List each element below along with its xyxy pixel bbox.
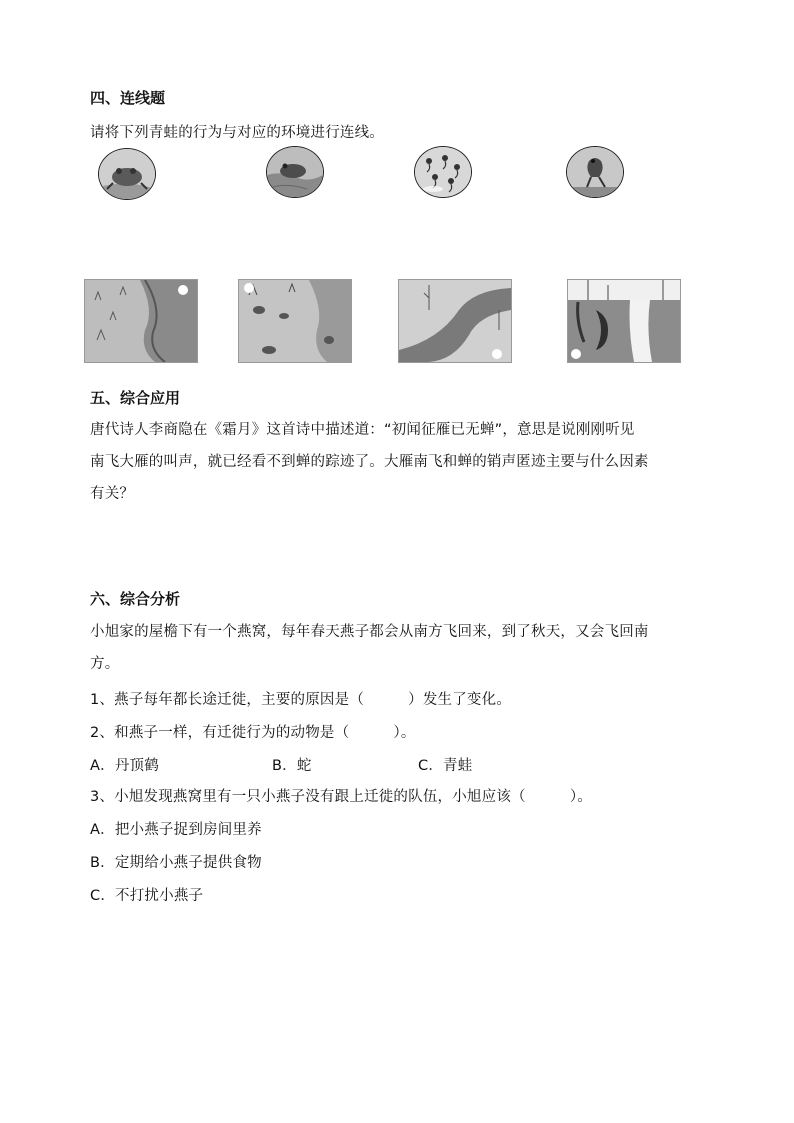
- section-6-title: 六、综合分析: [90, 590, 181, 608]
- section-5-title: 五、综合应用: [90, 389, 181, 407]
- underground-hibernation-scene[interactable]: [567, 279, 681, 363]
- question-1: 1、燕子每年都长途迁徙，主要的原因是（ ）发生了变化。: [90, 692, 512, 708]
- section-4-title: 四、连线题: [90, 89, 166, 107]
- tadpoles-icon[interactable]: [414, 146, 472, 198]
- section-6-intro: [90, 616, 710, 680]
- question-3: 3、小旭发现燕窝里有一只小燕子没有跟上迁徙的队伍，小旭应该（ ）。: [90, 789, 592, 805]
- section-5-line: 南飞大雁的叫声，就已经看不到蝉的踪迹了。大雁南飞和蝉的销声匿迹主要与什么因素: [90, 454, 649, 470]
- section-5-line: 唐代诗人李商隐在《霜月》这首诗中描述道：“初闻征雁已无蝉”，意思是说刚刚听见: [90, 422, 635, 438]
- spring-garden-scene[interactable]: [238, 279, 352, 363]
- q3-option-c[interactable]: C．不打扰小燕子: [90, 888, 204, 904]
- section-6-intro-line: 小旭家的屋檐下有一个燕窝，每年春天燕子都会从南方飞回来，到了秋天，又会飞回南: [90, 624, 649, 640]
- pond-bank-scene[interactable]: [84, 279, 198, 363]
- section-4-instruction: 请将下列青蛙的行为与对应的环境进行连线。: [90, 125, 384, 141]
- q3-option-b[interactable]: B．定期给小燕子提供食物: [90, 855, 262, 871]
- frog-icon[interactable]: [98, 148, 156, 200]
- q2-option-a[interactable]: A．丹顶鹤: [90, 758, 159, 774]
- jumping-frog-icon[interactable]: [566, 146, 624, 198]
- section-5-line: 有关？: [90, 486, 135, 502]
- q2-option-c[interactable]: C．青蛙: [418, 758, 473, 774]
- section-5-question: [90, 414, 710, 510]
- q2-option-b[interactable]: B．蛇: [272, 758, 312, 774]
- q3-option-a[interactable]: A．把小燕子捉到房间里养: [90, 822, 262, 838]
- winter-stream-scene[interactable]: [398, 279, 512, 363]
- frog-in-water-icon[interactable]: [266, 146, 324, 198]
- section-6-intro-line: 方。: [90, 656, 120, 672]
- question-2: 2、和燕子一样，有迁徙行为的动物是（ ）。: [90, 725, 416, 741]
